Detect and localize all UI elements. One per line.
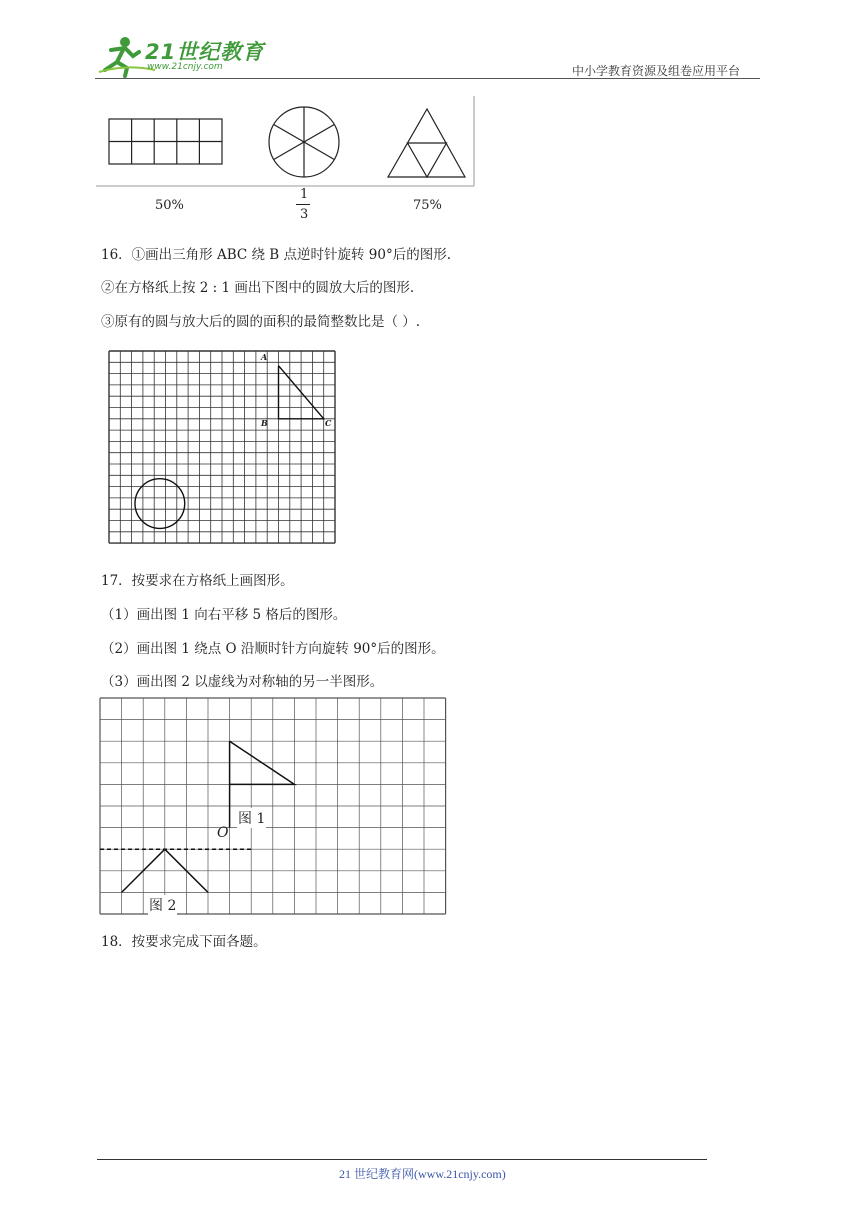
q16-grid-figure <box>100 346 345 550</box>
header-logo <box>95 34 265 78</box>
point-label-b: B <box>261 418 268 428</box>
logo-text: 21世纪教育 <box>145 40 265 64</box>
q17-line2: （1）画出图 1 向右平移 5 格后的图形。 <box>101 607 347 623</box>
point-label-c: C <box>325 418 332 428</box>
q17-grid-figure <box>98 696 450 916</box>
q18-line1: 18．按要求完成下面各题。 <box>101 934 267 950</box>
q17-line3: （2）画出图 1 绕点 O 沿顺时针方向旋转 90°后的图形。 <box>101 641 445 657</box>
fraction-bar <box>296 204 310 205</box>
q16-grid <box>100 346 345 550</box>
small-circle <box>135 479 185 529</box>
footer-rule <box>97 1159 707 1160</box>
q17-grid <box>98 696 450 916</box>
logo-url: www.21cnjy.com <box>147 62 223 72</box>
label-fraction-denominator: 3 <box>300 207 309 222</box>
point-o-label: O <box>217 825 229 841</box>
header-right-text: 中小学教育资源及组卷应用平台 <box>572 64 741 78</box>
label-fraction-numerator: 1 <box>300 187 309 202</box>
fig2-label: 图 2 <box>148 895 177 915</box>
fig1-label: 图 1 <box>237 808 266 828</box>
circle-sectors <box>269 107 339 177</box>
point-label-a: A <box>261 352 268 362</box>
q16-line3: ③原有的圆与放大后的圆的面积的最简整数比是（ ）. <box>101 314 421 330</box>
q17-line1: 17．按要求在方格纸上画图形。 <box>101 573 294 589</box>
triangle-divided <box>388 109 465 177</box>
footer-text: 21 世纪教育网(www.21cnjy.com) <box>339 1167 506 1181</box>
rectangle-grid <box>109 119 222 164</box>
q17-line4: （3）画出图 2 以虚线为对称轴的另一半图形。 <box>101 674 384 690</box>
label-50-percent: 50% <box>155 198 184 213</box>
header-rule <box>95 78 760 79</box>
label-75-percent: 75% <box>413 198 442 213</box>
q16-line2: ②在方格纸上按 2 : 1 画出下图中的圆放大后的图形. <box>101 280 415 296</box>
q16-line1: 16．①画出三角形 ABC 绕 B 点逆时针旋转 90°后的图形. <box>101 247 452 263</box>
